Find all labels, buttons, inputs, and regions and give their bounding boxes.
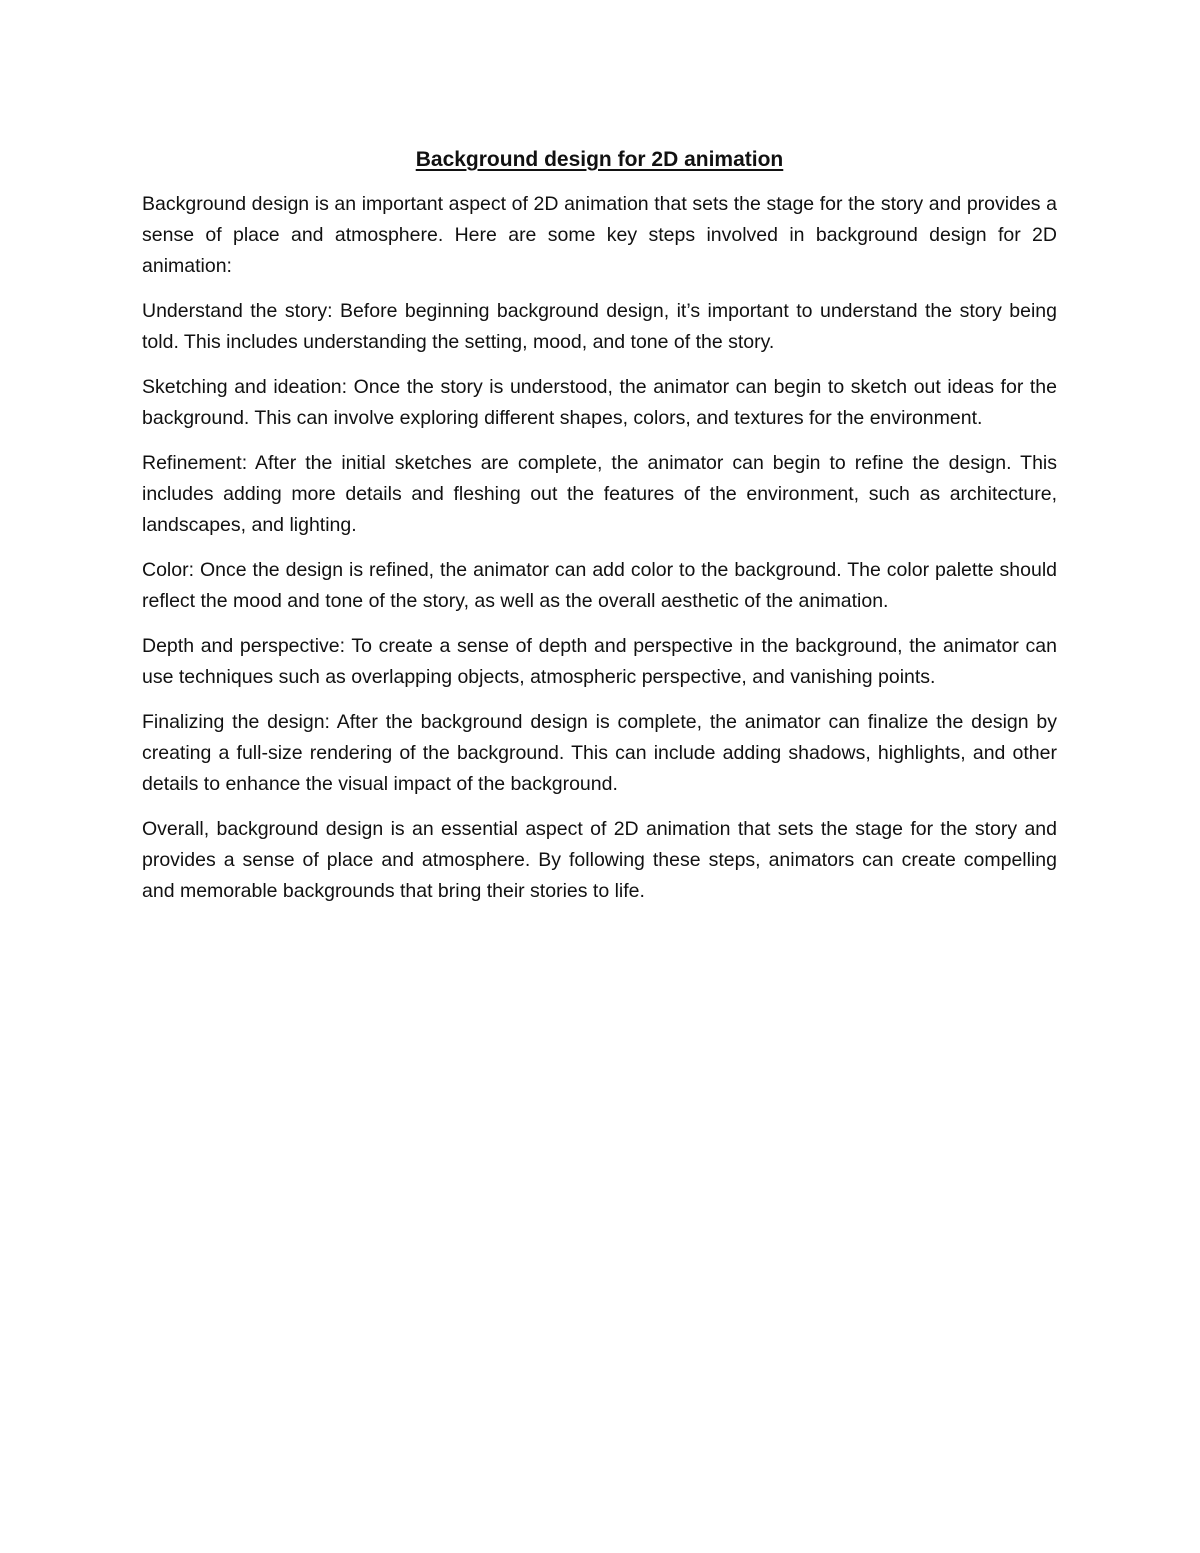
paragraph-understand-story: Understand the story: Before beginning background design, it’s important to understand the story being told. This includes understanding the setting, mood, and tone of the story. xyxy=(142,300,1057,353)
paragraph-sketching-ideation: Sketching and ideation: Once the story is understood, the animator can begin to sketch out ideas for the background. This can involve exploring different shapes, colors, and textures for the environment. xyxy=(142,376,1057,429)
paragraph-refinement: Refinement: After the initial sketches are complete, the animator can begin to refine the design. This includes adding more details and fleshing out the features of the environment, such as architecture, landscapes, and lighting. xyxy=(142,452,1057,536)
paragraph-depth-perspective: Depth and perspective: To create a sense of depth and perspective in the background, the animator can use techniques such as overlapping objects, atmospheric perspective, and vanishing points. xyxy=(142,635,1057,688)
paragraph-finalizing: Finalizing the design: After the background design is complete, the animator can finalize the design by creating a full-size rendering of the background. This can include adding shadows, highlights, and other details to enhance the visual impact of the background. xyxy=(142,711,1057,795)
paragraph-color: Color: Once the design is refined, the animator can add color to the background. The color palette should reflect the mood and tone of the story, as well as the overall aesthetic of the animation. xyxy=(142,559,1057,612)
paragraph-intro: Background design is an important aspect of 2D animation that sets the stage for the story and provides a sense of place and atmosphere. Here are some key steps involved in background design for 2D animation: xyxy=(142,193,1057,277)
document-title: Background design for 2D animation xyxy=(415,148,784,171)
document-body xyxy=(142,145,1057,921)
paragraph-overall: Overall, background design is an essential aspect of 2D animation that sets the stage for the story and provides a sense of place and atmosphere. By following these steps, animators can create compelling and memorable backgrounds that bring their stories to life. xyxy=(142,818,1057,902)
